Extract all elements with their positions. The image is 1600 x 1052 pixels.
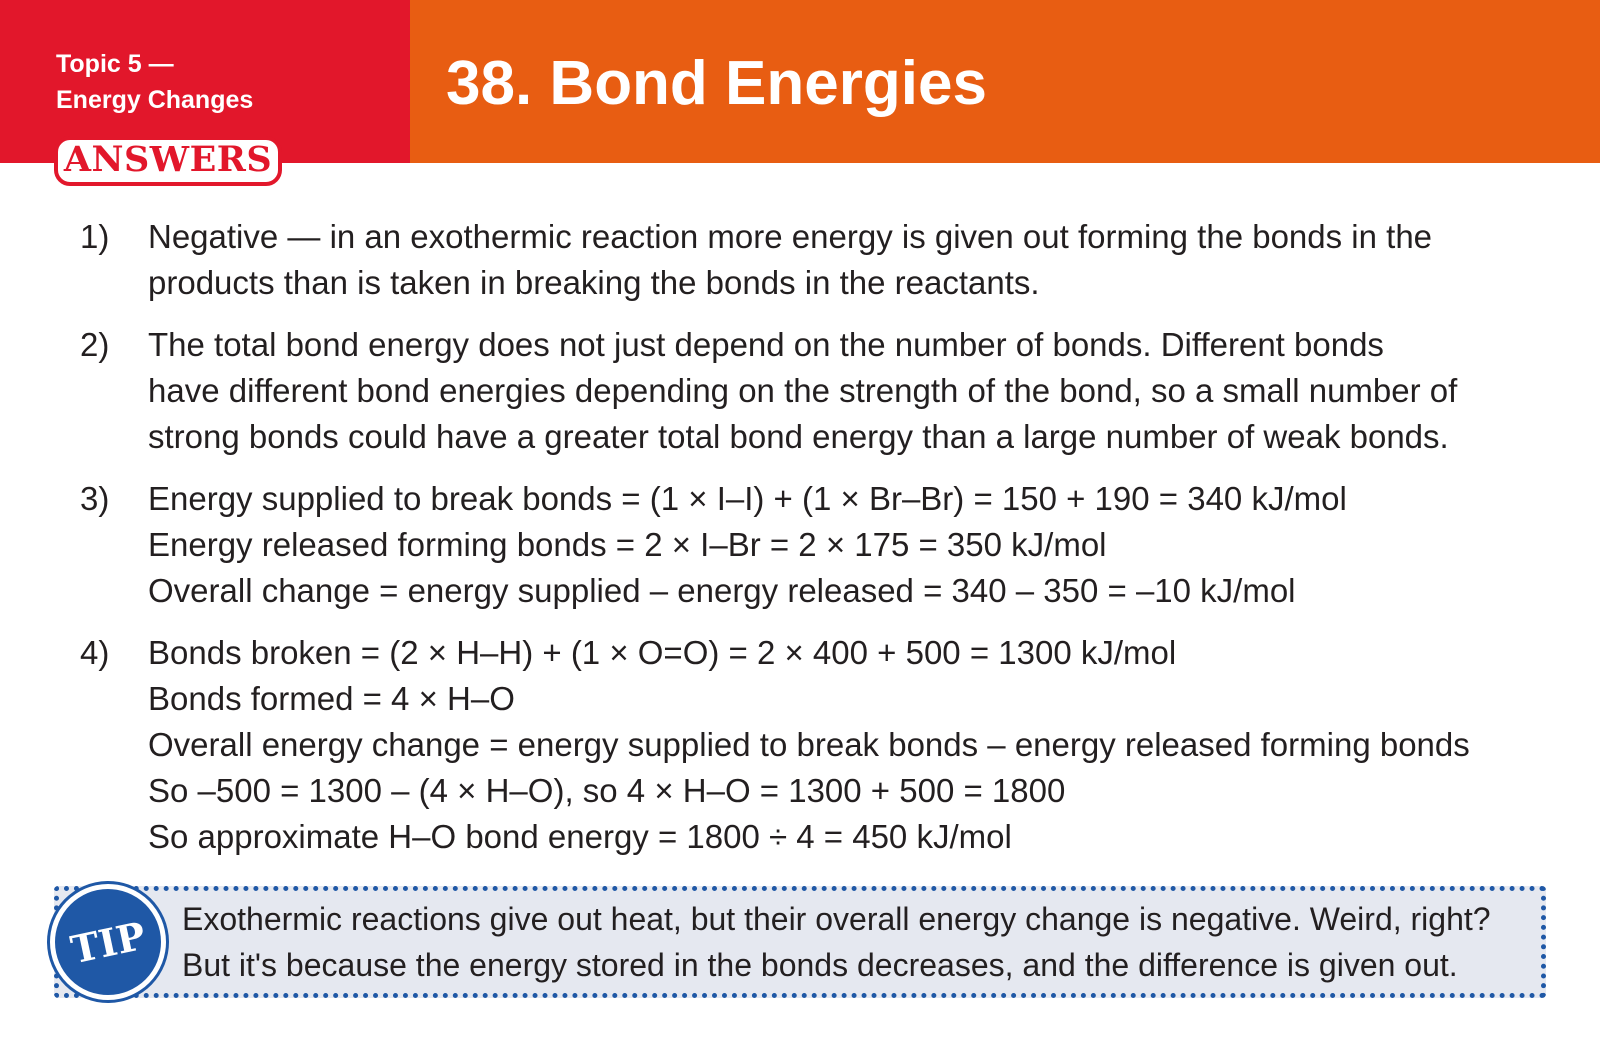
answer-text	[148, 214, 1558, 306]
topic-number: Topic 5 —	[56, 50, 174, 78]
answer-number: 4)	[80, 634, 110, 671]
answer-number: 3)	[80, 480, 110, 517]
answer-line: products than is taken in breaking the bonds in the reactants.	[148, 264, 1040, 301]
tip-line: Exothermic reactions give out heat, but their overall energy change is negative. Weird, right?	[182, 901, 1491, 937]
answer-line: Overall energy change = energy supplied to break bonds – energy released forming bonds	[148, 726, 1470, 763]
tip-line: But it's because the energy stored in the bonds decreases, and the difference is given out.	[182, 947, 1458, 983]
answer-text	[148, 630, 1558, 860]
title-banner	[410, 0, 1600, 163]
answer-line: So approximate H–O bond energy = 1800 ÷ 4 = 450 kJ/mol	[148, 818, 1012, 855]
answer-3	[0, 476, 1600, 614]
answer-2	[0, 322, 1600, 460]
answer-line: have different bond energies depending on the strength of the bond, so a small number of	[148, 372, 1458, 409]
answer-number: 1)	[80, 218, 110, 255]
topic-name: Energy Changes	[56, 86, 254, 114]
answer-text	[148, 322, 1558, 460]
page-title: 38. Bond Energies	[446, 49, 987, 118]
answers-badge: ANSWERS	[54, 136, 282, 186]
answer-4	[0, 630, 1600, 860]
tip-badge: TIP	[39, 873, 177, 1011]
answer-line: The total bond energy does not just depend on the number of bonds. Different bonds	[148, 326, 1384, 363]
answer-number: 2)	[80, 326, 110, 363]
answer-line: Bonds broken = (2 × H–H) + (1 × O=O) = 2 × 400 + 500 = 1300 kJ/mol	[148, 634, 1177, 671]
answer-1	[0, 214, 1600, 306]
answers-list	[0, 214, 1600, 876]
answer-text	[148, 476, 1558, 614]
tip-text	[182, 896, 1542, 988]
answer-line: Bonds formed = 4 × H–O	[148, 680, 515, 717]
answer-line: Energy supplied to break bonds = (1 × I–I) + (1 × Br–Br) = 150 + 190 = 340 kJ/mol	[148, 480, 1347, 517]
answer-line: So –500 = 1300 – (4 × H–O), so 4 × H–O = 1300 + 500 = 1800	[148, 772, 1066, 809]
topic-label	[56, 46, 253, 118]
answer-line: Negative — in an exothermic reaction more energy is given out forming the bonds in the	[148, 218, 1433, 255]
answer-line: Overall change = energy supplied – energy released = 340 – 350 = –10 kJ/mol	[148, 572, 1296, 609]
answer-line: Energy released forming bonds = 2 × I–Br = 2 × 175 = 350 kJ/mol	[148, 526, 1107, 563]
answer-line: strong bonds could have a greater total bond energy than a large number of weak bonds.	[148, 418, 1449, 455]
